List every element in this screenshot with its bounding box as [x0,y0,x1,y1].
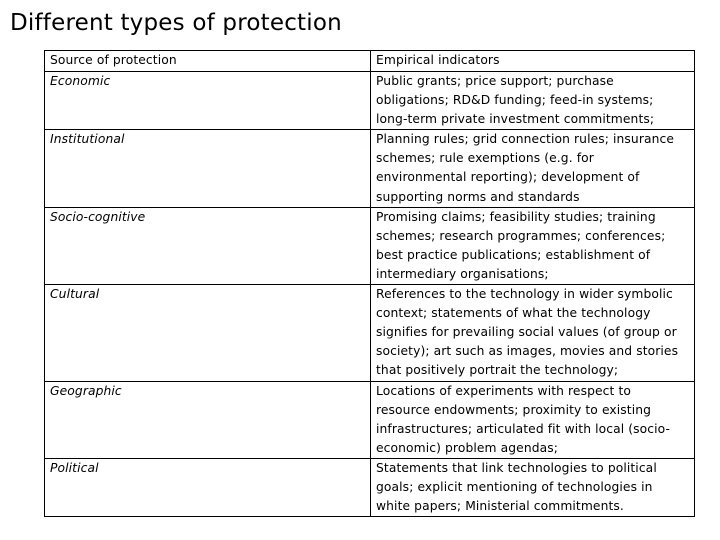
table-row [45,285,695,381]
slide-title: Different types of protection [10,10,342,36]
indicators-political: Statements that link technologies to political goals; explicit mentioning of technologies in white papers; Ministerial commitments. [371,458,695,516]
source-geographic: Geographic [45,381,371,458]
indicators-socio-cognitive: Promising claims; feasibility studies; training schemes; research programmes; conferences; best practice publications; establishment of intermediary organisations; [371,207,695,284]
indicators-geographic: Locations of experiments with respect to resource endowments; proximity to existing infrastructures; articulated fit with local (socio-economic) problem agendas; [371,381,695,458]
table-row [45,72,695,130]
indicators-economic: Public grants; price support; purchase obligations; RD&D funding; feed-in systems; long-term private investment commitments; [371,72,695,130]
table-row [45,381,695,458]
table-row [45,207,695,284]
indicators-cultural: References to the technology in wider symbolic context; statements of what the technology signifies for prevailing social values (of group or society); art such as images, movies and stories that positively portrait the technology; [371,285,695,381]
header-indicators: Empirical indicators [371,51,695,72]
table-header-row [45,51,695,72]
source-cultural: Cultural [45,285,371,381]
protection-table [44,50,695,517]
header-source: Source of protection [45,51,371,72]
source-political: Political [45,458,371,516]
table-row [45,130,695,207]
indicators-institutional: Planning rules; grid connection rules; insurance schemes; rule exemptions (e.g. for environmental reporting); development of supporting norms and standards [371,130,695,207]
source-institutional: Institutional [45,130,371,207]
table-row [45,458,695,516]
source-economic: Economic [45,72,371,130]
source-socio-cognitive: Socio-cognitive [45,207,371,284]
